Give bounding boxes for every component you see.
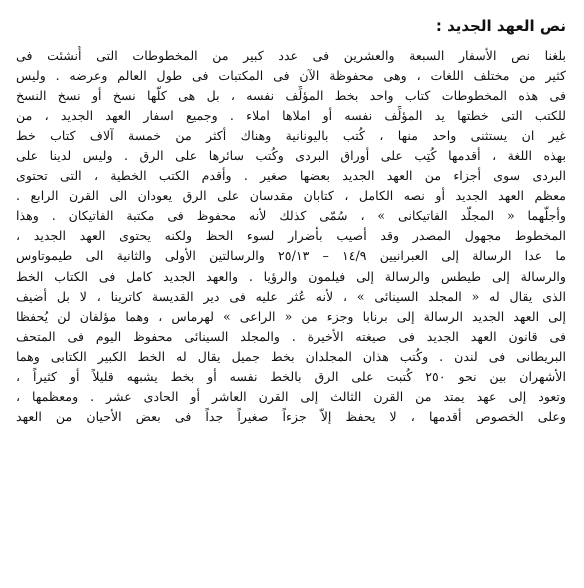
text-line: وأجلّهما « المجلّد الفاتيكانى » ، سُمّى كذلك لأنه محفوظ فى مكتبة الفاتيكان . وهذا bbox=[16, 208, 566, 224]
body-text bbox=[16, 46, 566, 427]
text-line: الذى يقال له « المجلد السينائى » ، لأنه عُثر عليه فى دير القديسة كاترينا ، لا بل أضيف bbox=[16, 288, 566, 304]
text-line: غير ان يستثنى واحد منها ، كُتب باليونانية وهناك أكثر من خمسة آلاف كتاب خط bbox=[16, 128, 566, 144]
text-line: للكتب التى خطتها يد المؤلِّف نفسه أو املاها املاء . وجميع اسفار العهد الجديد ، من bbox=[16, 108, 566, 124]
text-line: ما عدا الرسالة إلى العبرانيين ١٤/٩ – ٢٥/١٣ والرسالتين الأولى والثانية الى طيموتاوس bbox=[16, 248, 566, 264]
text-line: معظم العهد الجديد أو نصه الكامل ، كتابان مقدسان على الرق يعودان الى القرن الرابع . bbox=[16, 188, 566, 204]
text-line: الأشهران بين نحو ٢٥٠ كُتبت على الرق بالخط نفسه أو بخط يشبهه قليلاً أو كثيراً ، bbox=[16, 368, 566, 384]
text-line: بلغنا نص الأسفار السبعة والعشرين فى عدد كبير من المخطوطات التى أُنشئت فى bbox=[16, 48, 566, 63]
section-heading: نص العهد الجديد : bbox=[435, 17, 566, 35]
text-line: المخطوط مجهول المصدر وقد أصيب بأضرار لسوء الحظ ولكنه يحتوى العهد الجديد ، bbox=[16, 228, 566, 244]
text-line: البريطانى فى لندن . وكُتب هذان المجلدان بخط جميل يقال له الخط الكبير الكتابى وهما bbox=[16, 348, 566, 364]
text-line: فى قانون العهد الجديد فى صيغته الأخيرة . والمجلد السينائى محفوظ اليوم فى المتحف bbox=[16, 328, 566, 344]
text-line: والرسالة إلى طيطس والرسالة إلى فيلمون والرؤيا . والعهد الجديد كامل فى الكتاب الخط bbox=[16, 268, 566, 284]
text-line: البردى سوى أجزاء من العهد الجديد بعضها صغير . وأقدم الكتب الخطية ، التى تحتوى bbox=[16, 168, 566, 184]
text-line: وعلى الخصوص أقدمها ، لا يحفظ إلاّ جزءاً صغيراً جداً فى بعض الأحيان من العهد bbox=[16, 408, 566, 424]
text-line: فى هذه المخطوطات كتاب واحد بخط المؤلِّف نفسه ، بل هى كلّها نسخ أو نسخ النسخ bbox=[16, 88, 566, 104]
text-line: إلى العهد الجديد الرسالة إلى برنابا وجزء من « الراعى » لهرماس ، وهما مؤلفان لن يُحفظا bbox=[16, 308, 566, 324]
text-line: بهذه اللغة ، أقدمها كُتِب على أوراق البردى وكُتب سائرها على الرق . وليس لدينا على bbox=[16, 148, 566, 164]
text-line: وتعود إلى عهد يمتد من القرن الثالث إلى القرن العاشر أو الحادى عشر . ومعظمها ، bbox=[16, 388, 566, 404]
text-line: كثير من مختلف اللغات ، وهى محفوظة الآن فى المكتبات فى طول العالم وعرضه . وليس bbox=[16, 68, 566, 84]
